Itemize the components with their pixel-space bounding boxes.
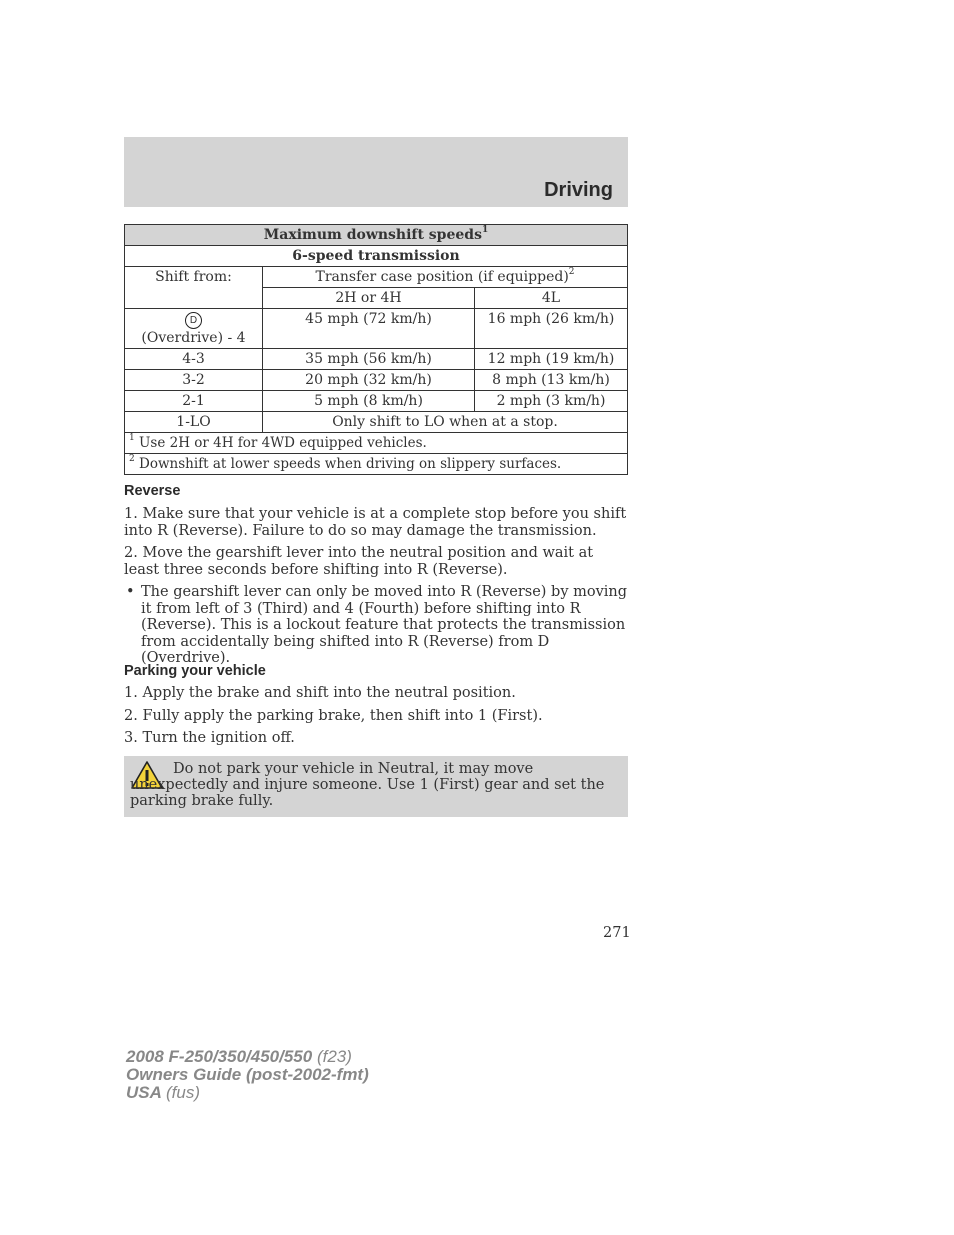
warning-box — [124, 756, 628, 817]
reverse-step-1: 1. Make sure that your vehicle is at a complete stop before you shift into R (Reverse). Failure to do so may damage the transmission. — [124, 506, 627, 539]
table-title: Maximum downshift speeds — [263, 227, 482, 243]
table-row — [125, 370, 628, 391]
bullet-dot: • — [126, 584, 135, 600]
footnote-2 — [125, 454, 628, 475]
footnote-number: 2 — [129, 454, 135, 464]
bullet-text: The gearshift lever can only be moved into R (Reverse) by moving it from left of 3 (Third) and 4 (Fourth) before shifting into R (Reverse). This is a lockout feature that protects the transmission from accidentally being shifted into R (Reverse) from D (Overdrive). — [141, 584, 628, 666]
shift-cell: 3-2 — [125, 370, 263, 391]
footnote-number: 1 — [129, 433, 135, 443]
footer-line-2: Owners Guide (post-2002-fmt) — [126, 1065, 369, 1084]
table-row-lo — [125, 412, 628, 433]
footer-model-code: (f23) — [316, 1047, 352, 1066]
col-header-4l: 4L — [475, 288, 628, 309]
footer-market-code: (fus) — [166, 1083, 200, 1102]
speed-2h-4h: 35 mph (56 km/h) — [263, 349, 475, 370]
footnote-text: Downshift at lower speeds when driving on slippery surfaces. — [139, 456, 562, 472]
downshift-speeds-table — [124, 224, 628, 475]
shift-cell — [125, 309, 263, 349]
document-footer — [126, 1048, 369, 1102]
page-number: 271 — [603, 925, 631, 941]
section-title: Driving — [544, 179, 613, 201]
shift-cell: 1-LO — [125, 412, 263, 433]
section-header-band — [124, 137, 628, 207]
footer-line-1 — [126, 1048, 369, 1066]
table-title-footnote-mark: 1 — [481, 225, 489, 235]
shift-cell: 4-3 — [125, 349, 263, 370]
parking-step-3: 3. Turn the ignition off. — [124, 730, 295, 746]
parking-step-2: 2. Fully apply the parking brake, then shift into 1 (First). — [124, 708, 543, 724]
speed-2h-4h: 20 mph (32 km/h) — [263, 370, 475, 391]
parking-step-1: 1. Apply the brake and shift into the neutral position. — [124, 685, 516, 701]
footer-market: USA — [126, 1083, 162, 1102]
footer-line-3 — [126, 1084, 369, 1102]
shift-cell: 2-1 — [125, 391, 263, 412]
col-header-2h-4h: 2H or 4H — [263, 288, 475, 309]
transfer-case-footnote-mark: 2 — [568, 267, 575, 277]
transfer-case-label: Transfer case position (if equipped) — [315, 269, 569, 285]
reverse-bullet — [124, 584, 628, 667]
speed-4l: 16 mph (26 km/h) — [475, 309, 628, 349]
table-row — [125, 309, 628, 349]
speed-2h-4h: 5 mph (8 km/h) — [263, 391, 475, 412]
table-subtitle: 6-speed transmission — [125, 246, 628, 267]
speed-4l: 2 mph (3 km/h) — [475, 391, 628, 412]
overdrive-d-circle-icon: D — [185, 312, 202, 329]
table-title-cell — [125, 225, 628, 246]
table-row — [125, 349, 628, 370]
speed-4l: 12 mph (19 km/h) — [475, 349, 628, 370]
footnote-1 — [125, 433, 628, 454]
parking-heading: Parking your vehicle — [124, 663, 266, 679]
transfer-case-header — [263, 267, 628, 288]
speed-4l: 8 mph (13 km/h) — [475, 370, 628, 391]
footnote-text: Use 2H or 4H for 4WD equipped vehicles. — [139, 435, 427, 451]
lo-instruction: Only shift to LO when at a stop. — [263, 412, 628, 433]
footer-model: 2008 F-250/350/450/550 — [126, 1047, 313, 1066]
reverse-step-2: 2. Move the gearshift lever into the neutral position and wait at least three seconds before shifting into R (Reverse). — [124, 545, 594, 578]
reverse-heading: Reverse — [124, 483, 181, 499]
warning-text: Do not park your vehicle in Neutral, it may move unexpectedly and injure someone. Use 1 (First) gear and set the parking brake fully. — [130, 761, 605, 809]
speed-2h-4h: 45 mph (72 km/h) — [263, 309, 475, 349]
table-row — [125, 391, 628, 412]
shift-from-header: Shift from: — [125, 267, 263, 309]
shift-label: (Overdrive) - 4 — [141, 330, 246, 346]
